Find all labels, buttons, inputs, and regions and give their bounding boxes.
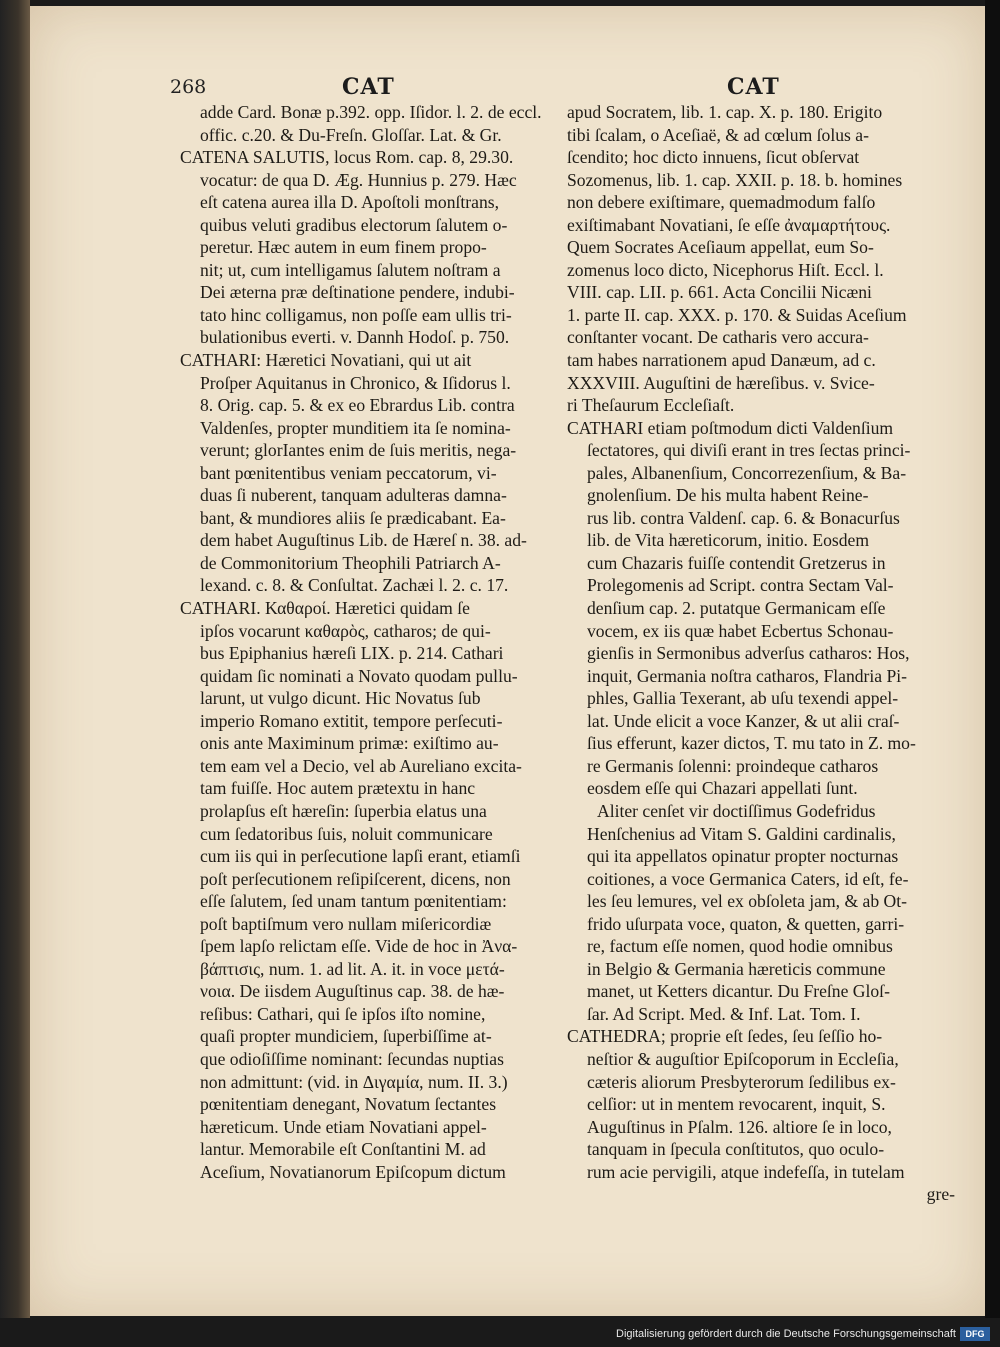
text-line: manet, ut Ketters dicantur. Du Freſne Gloſ- xyxy=(587,981,890,1002)
text-line: neſtior & auguſtior Epiſcoporum in Eccleſia, xyxy=(587,1048,899,1069)
text-line: ipſos vocarunt καθαρὸς, catharos; de qui- xyxy=(200,620,491,641)
text-line: CATHARI etiam poſtmodum dicti Valdenſium xyxy=(567,417,894,438)
text-line: vocem, ex iis quæ habet Ecbertus Schonau- xyxy=(587,620,894,641)
text-line: frido uſurpata voce, quaton, & quetten, garri- xyxy=(587,913,905,934)
text-line: qui ita appellatos opinatur propter nocturnas xyxy=(587,846,899,867)
text-line: lat. Unde elicit a voce Kanzer, & ut alii craſ- xyxy=(587,710,900,731)
text-line: imperio Romano extitit, tempore perſecuti- xyxy=(200,710,503,731)
text-line: offic. c.20. & Du-Freſn. Gloſſar. Lat. & Gr. xyxy=(200,124,502,145)
text-line: conſtanter vocant. De catharis vero accura- xyxy=(567,327,869,348)
text-line: cum Chazaris fuiſſe contendit Gretzerus in xyxy=(587,552,886,573)
text-line: Prolegomenis ad Script. contra Sectam Val- xyxy=(587,575,894,596)
text-line: lexand. c. 8. & Conſultat. Zachæi l. 2. c. 17. xyxy=(200,575,509,596)
text-line: Sozomenus, lib. 1. cap. XXII. p. 18. b. homines xyxy=(567,169,903,190)
text-line: Aceſium, Novatianorum Epiſcopum dictum xyxy=(200,1161,506,1182)
text-line: ſius efferunt, kazer dictos, T. mu tato in Z. mo- xyxy=(587,733,916,754)
text-line: de Commonitorium Theophili Patriarch A- xyxy=(200,552,501,573)
right-running-head: CAT xyxy=(727,74,780,100)
text-line: peretur. Hæc autem in eum finem propo- xyxy=(200,237,487,258)
text-line: tato hinc colligamus, non poſſe eam ullis tri- xyxy=(200,304,512,325)
text-line: 1. parte II. cap. XXX. p. 170. & Suidas Aceſium xyxy=(567,304,907,325)
text-line: rum acie pervigili, atque indefeſſa, in tutelam xyxy=(587,1161,905,1182)
text-line: ri Theſaurum Eccleſiaſt. xyxy=(567,395,735,416)
text-line: poſt perſecutionem reſipiſcerent, dicens, non xyxy=(200,868,511,889)
text-line: CATHARI: Hæretici Novatiani, qui ut ait xyxy=(180,350,472,371)
text-line: Dei æterna præ deſtinatione pendere, indubi- xyxy=(200,282,515,303)
page-number: 268 xyxy=(170,76,207,98)
text-line: 8. Orig. cap. 5. & ex eo Ebrardus Lib. contra xyxy=(200,395,515,416)
text-line: tibi ſcalam, o Aceſiaë, & ad cœlum ſolus a- xyxy=(567,124,869,145)
text-line: VIII. cap. LII. p. 661. Acta Concilii Nicæni xyxy=(567,282,872,303)
text-line: tem eam vel a Decio, vel ab Aureliano excita- xyxy=(200,755,522,776)
text-line: dem habet Auguſtinus Lib. de Hæreſ n. 38. ad- xyxy=(200,530,527,551)
text-line: ſectatores, qui diviſi erant in tres ſectas princi- xyxy=(587,440,911,461)
text-line: lib. de Vita hæreticorum, initio. Eosdem xyxy=(587,530,870,551)
text-line: quibus veluti gradibus electorum ſalutem o- xyxy=(200,214,508,235)
text-line: gnolenſium. De his multa habent Reine- xyxy=(587,485,869,506)
running-header xyxy=(170,76,955,102)
text-line: ſpem lapſo relictam eſſe. Vide de hoc in Ἀνα- xyxy=(200,936,518,957)
left-running-head: CAT xyxy=(342,74,395,100)
text-line: gienſis in Sermonibus adverſus catharos: Hos, xyxy=(587,643,910,664)
dfg-logo: DFG xyxy=(960,1327,990,1341)
footer-credit: Digitalisierung gefördert durch die Deutsche Forschungsgemeinschaft xyxy=(616,1328,956,1340)
text-line: quidam ſic nominati a Novato quodam pullu- xyxy=(200,665,518,686)
text-line: non debere exiſtimare, quemadmodum falſo xyxy=(567,192,876,213)
text-line: in Belgio & Germania hæreticis commune xyxy=(587,958,886,979)
text-line: larunt, ut vulgo dicunt. Hic Novatus ſub xyxy=(200,688,481,709)
text-line: duas ſi nuberent, tanquam adulteras damna- xyxy=(200,485,507,506)
text-line: prolapſus eſt hæreſin: ſuperbia elatus una xyxy=(200,800,487,821)
text-line: CATHARI. Καθαροί. Hæretici quidam ſe xyxy=(180,598,470,619)
text-line: verunt; glorIantes enim de ſuis meritis, nega- xyxy=(200,440,517,461)
text-line: onis ante Maximinum primæ: exiſtimo au- xyxy=(200,733,499,754)
text-line: CATENA SALUTIS, locus Rom. cap. 8, 29.30. xyxy=(180,147,514,168)
text-line: coitiones, a voce Germanica Caters, id eſt, fe- xyxy=(587,868,909,889)
text-line: cæteris aliorum Presbyterorum ſedilibus ex- xyxy=(587,1071,896,1092)
text-line: zomenus loco dicto, Nicephorus Hiſt. Eccl. l. xyxy=(567,259,884,280)
text-line: bant, & mundiores aliis ſe prædicabant. Ea- xyxy=(200,507,506,528)
text-line: que odioſiſſime nominant: ſecundas nuptias xyxy=(200,1048,504,1069)
text-line: Valdenſes, propter munditiem ita ſe nomina- xyxy=(200,417,511,438)
text-line: bulationibus everti. v. Dannh Hodoſ. p. 750. xyxy=(200,327,510,348)
text-line: re, factum eſſe nomen, quod hodie omnibus xyxy=(587,936,893,957)
text-line: apud Socratem, lib. 1. cap. X. p. 180. Erigito xyxy=(567,102,883,122)
text-line: non admittunt: (vid. in Διγαμία, num. II. 3.) xyxy=(200,1071,508,1092)
text-line: bant pœnitentibus veniam peccatorum, vi- xyxy=(200,462,497,483)
text-line: tam habes narrationem apud Danæum, ad c. xyxy=(567,350,876,371)
page-edge-shadow xyxy=(985,0,1000,1318)
text-line: pales, Albanenſium, Concorrezenſium, & Ba- xyxy=(587,462,907,483)
text-line: pœnitentiam denegant, Novatum ſectantes xyxy=(200,1094,497,1115)
text-line: reſibus: Cathari, qui ſe ipſos iſto nomine, xyxy=(200,1003,486,1024)
text-line: ſcendito; hoc dicto innuens, ſicut obſervat xyxy=(567,147,860,168)
text-line: XXXVIII. Auguſtini de hæreſibus. v. Svice- xyxy=(567,372,875,393)
text-line: Aliter cenſet vir doctiſſimus Godefridus xyxy=(597,800,876,821)
text-line: bus Epiphanius hæreſi LIX. p. 214. Cathari xyxy=(200,643,504,664)
text-line: lantur. Memorabile eſt Conſtantini M. ad xyxy=(200,1139,486,1160)
text-line: eſt catena aurea illa D. Apoſtoli monſtrans, xyxy=(200,192,499,213)
text-line: denſium cap. 2. putatque Germanicam eſſe xyxy=(587,598,886,619)
text-line: Quem Socrates Aceſiaum appellat, eum So- xyxy=(567,237,874,258)
text-line: cum ſedatoribus ſuis, noluit communicare xyxy=(200,823,493,844)
text-line: ſar. Ad Script. Med. & Inf. Lat. Tom. I. xyxy=(587,1003,861,1024)
text-line: Auguſtinus in Pſalm. 126. altiore ſe in loco, xyxy=(587,1116,892,1137)
text-line: βάπτισις, num. 1. ad lit. A. it. in voce μετά- xyxy=(200,958,505,979)
text-line: gre- xyxy=(926,1184,955,1205)
text-line: eſſe ſalutem, ſed unam tantum pœnitentiam: xyxy=(200,891,507,912)
text-line: rus lib. contra Valdenſ. cap. 6. & Bonacurſus xyxy=(587,507,900,528)
text-line: phles, Gallia Texerant, ab uſu texendi appel- xyxy=(587,688,899,709)
digitization-footer xyxy=(0,1325,1000,1345)
text-line: Proſper Aquitanus in Chronico, & Iſidorus l. xyxy=(200,372,511,393)
text-line: celſior: ut in mentem revocarent, inquit, S. xyxy=(587,1094,886,1115)
left-text-column xyxy=(180,101,556,1183)
text-line: vocatur: de qua D. Æg. Hunnius p. 279. Hæc xyxy=(200,169,517,190)
text-line: hæreticum. Unde etiam Novatiani appel- xyxy=(200,1116,487,1137)
text-line: poſt baptiſmum vero nullam miſericordiæ xyxy=(200,913,492,934)
text-line: quaſi propter mundiciem, ſuperbiſſime at- xyxy=(200,1026,492,1047)
text-line: les ſeu lemures, vel ex obſoleta jam, & ab Ot- xyxy=(587,891,908,912)
text-line: tam fuiſſe. Hoc autem prætextu in hanc xyxy=(200,778,476,799)
text-line: re Germanis ſolenni: proindeque catharos xyxy=(587,755,879,776)
text-line: nit; ut, cum intelligamus ſalutem noſtram a xyxy=(200,259,501,280)
book-gutter xyxy=(0,0,30,1318)
text-line: exiſtimabant Novatiani, ſe eſſe ἀναμαρτήτους. xyxy=(567,214,891,235)
text-line: inquit, Germania noſtra catharos, Flandria Pi- xyxy=(587,665,908,686)
text-line: Henſchenius ad Vitam S. Galdini cardinalis, xyxy=(587,823,896,844)
text-line: eosdem eſſe qui Chazari appellati ſunt. xyxy=(587,778,858,799)
right-text-column xyxy=(567,101,955,1206)
text-line: tanquam in ſpecula conſtitutos, quo oculo- xyxy=(587,1139,885,1160)
text-line: νοια. De iisdem Auguſtinus cap. 38. de hæ- xyxy=(200,981,505,1002)
text-line: cum iis qui in perſecutione lapſi erant, etiamſi xyxy=(200,846,521,867)
text-line: CATHEDRA; proprie eſt ſedes, ſeu ſeſſio ho- xyxy=(567,1026,883,1047)
text-line: adde Card. Bonæ p.392. opp. Iſidor. l. 2. de eccl. xyxy=(200,102,542,122)
